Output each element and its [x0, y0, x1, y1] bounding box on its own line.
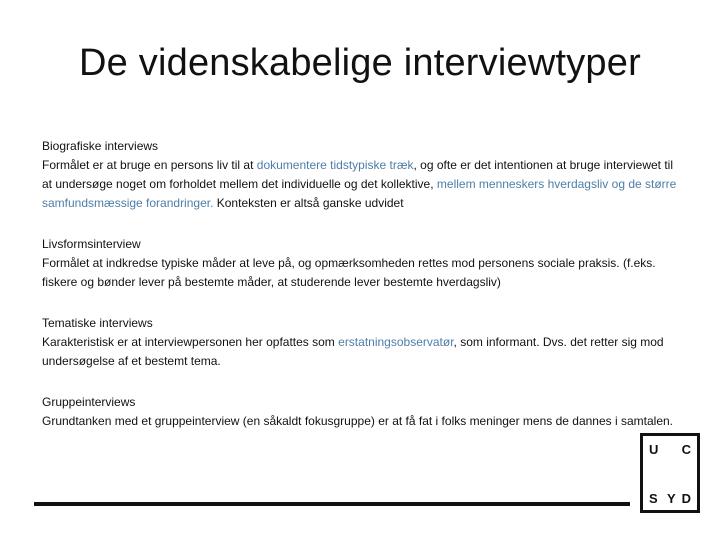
section-heading: Gruppeinterviews	[42, 395, 136, 409]
section-heading: Biografiske interviews	[42, 139, 159, 153]
content-area	[42, 137, 682, 453]
section-text: Grundtanken med et gruppeinterview (en såkaldt fokusgruppe) er at få fat i folks meninger mens de dannes i samtalen.	[42, 414, 674, 428]
logo-letter-s: S	[649, 491, 658, 506]
section-heading: Livsformsinterview	[42, 237, 141, 251]
highlighted-text: dokumentere tidstypiske træk	[256, 158, 414, 172]
section-text: , som informant. Dvs. det retter sig mod undersøgelse af et bestemt tema.	[42, 335, 664, 368]
section-biographical	[42, 137, 682, 213]
highlighted-text: mellem menneskers hverdagsliv og de større samfundsmæssige forandringer.	[42, 177, 677, 210]
logo-letter-y: Y	[667, 491, 676, 506]
ucsyd-logo	[640, 433, 700, 513]
section-heading: Tematiske interviews	[42, 316, 153, 330]
section-group	[42, 393, 682, 431]
slide-title: De videnskabelige interviewtyper	[79, 42, 641, 84]
section-text: Konteksten er altså ganske udvidet	[213, 196, 404, 210]
section-text: , og ofte er det intentionen at bruge interviewet til at undersøge noget om forholdet mellem det individuelle og det kollektive,	[42, 158, 673, 191]
logo-letter-d: D	[681, 491, 691, 506]
highlighted-text: erstatningsobservatør	[338, 335, 454, 349]
section-text: Karakteristisk er at interviewpersonen her opfattes som	[42, 335, 339, 349]
section-thematic	[42, 314, 682, 371]
logo-letter-u: U	[649, 442, 659, 457]
section-text: Formålet at indkredse typiske måder at leve på, og opmærksomheden rettes mod personens sociale praksis. (f.eks. fiskere og bønder lever på bestemte måder, at studerende lever bestemte hverdagsliv)	[42, 256, 656, 289]
footer-divider	[34, 502, 630, 506]
section-lifeform	[42, 235, 682, 292]
section-text: Formålet er at bruge en persons liv til at	[42, 158, 257, 172]
logo-letter-c: C	[681, 442, 691, 457]
